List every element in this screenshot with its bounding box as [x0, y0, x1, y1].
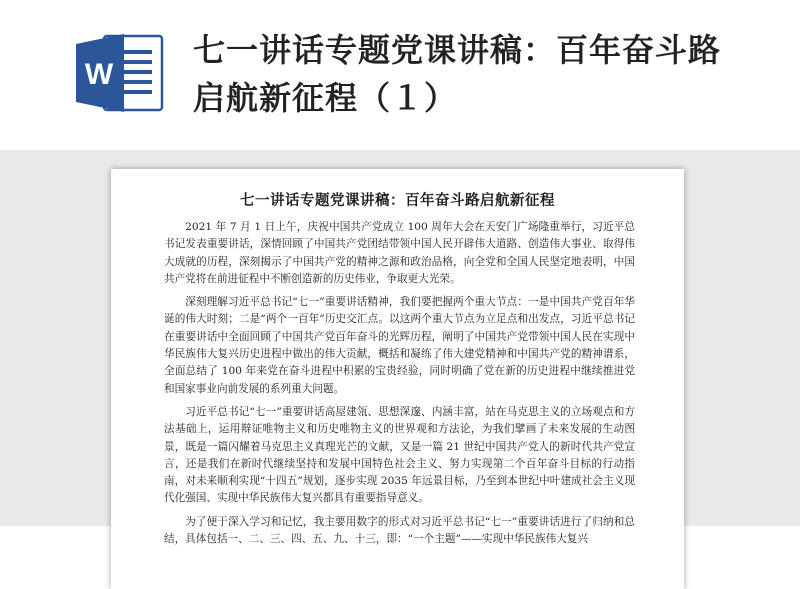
document-preview-area [0, 150, 800, 546]
header [0, 0, 800, 150]
paragraph: 为了便于深入学习和记忆，我主要用数字的形式对习近平总书记“七一”重要讲话进行了归纳和总结，具体包括一、二、三、四、五、九、十三，即：“一个主题”——实现中华民族伟大复兴 [164, 515, 635, 546]
paragraph: 习近平总书记“七一”重要讲话高屋建瓴、思想深邃、内涵丰富，站在马克思主义的立场观点和方法基础上，运用辩证唯物主义和历史唯物主义的世界观和方法论，为我们擘画了未来发展的生动图景，既是一篇闪耀着马克思主义真理光芒的文献，又是一篇 21 世纪中国共产党人的新时代共产党宣言，还是我们在新时代继续坚持和发展中国特色社会主义、努力实现第二个百年奋斗目标的行动指南，对未来顺利实现“十四五”规划，逐步实现 2035 年远景目标，乃至到本世纪中叶建成社会主义现代化强国、实现中华民族伟大复兴都具有重要指导意义。 [164, 405, 635, 505]
page-title: 七一讲话专题党课讲稿：百年奋斗路启航新征程（１） [193, 31, 722, 117]
document-title: 七一讲话专题党课讲稿：百年奋斗路启航新征程 [240, 192, 555, 209]
document-body [164, 219, 635, 554]
word-icon [74, 30, 166, 116]
paragraph: 2021 年 7 月 1 日上午，庆祝中国共产党成立 100 周年大会在天安门广场隆重举行，习近平总书记发表重要讲话，深情回顾了中国共产党团结带领中国人民开辟伟大道路、创造伟大事业、取得伟大成就的历程，深刻揭示了中国共产党的精神之源和政治品格，向全党和全国人民坚定地表明，中国共产党将在前进征程中不断创造新的历史伟业，争取更大光荣。 [164, 221, 635, 285]
paragraph: 深刻理解习近平总书记“七一”重要讲话精神，我们要把握两个重大节点：一是中国共产党百年华诞的伟大时刻；二是“两个一百年”历史交汇点。以这两个重大节点为立足点和出发点，习近平总书记在重要讲话中全面回顾了中国共产党百年奋斗的光辉历程，阐明了中国共产党带领中国人民在实现中华民族伟大复兴历史进程中做出的伟大贡献，概括和凝练了伟大建党精神和中国共产党的精神谱系，全面总结了 100 年来党在奋斗进程中积累的宝贵经验，同时明确了党在新的历史进程中继续推进党和国家事业向前发展的系列重大问题。 [164, 296, 635, 395]
document-page [111, 169, 684, 589]
word-icon-letter: W [84, 58, 114, 91]
